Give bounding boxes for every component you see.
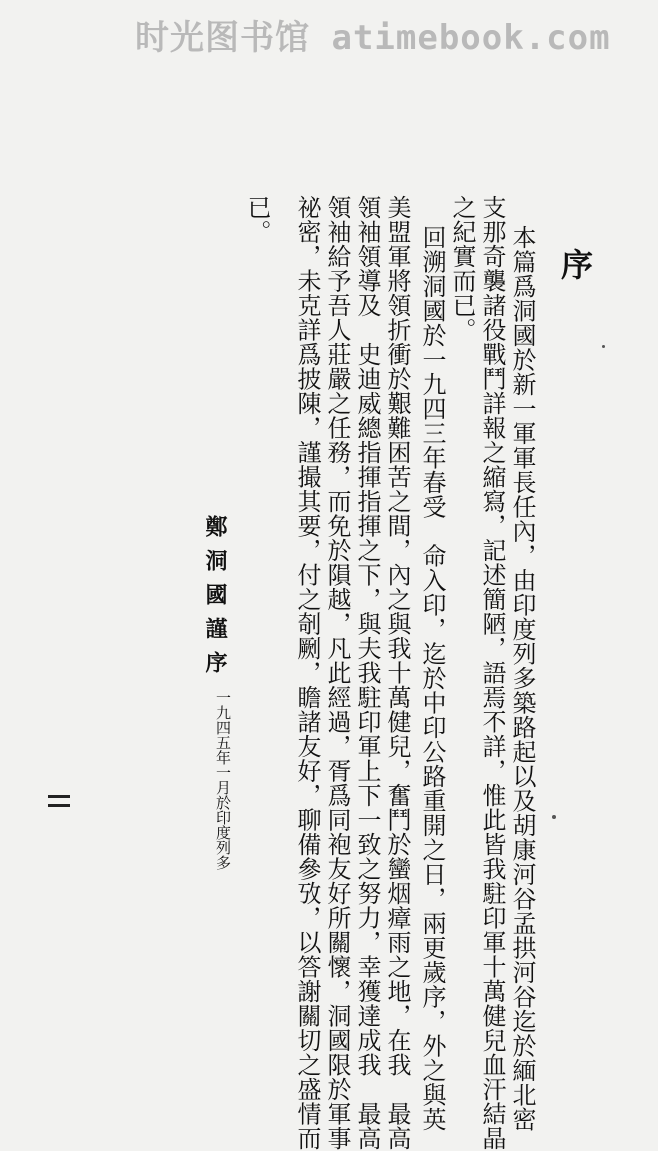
text-column-9: 已。 [243, 195, 271, 244]
signature: 鄭洞國謹序 [202, 515, 228, 685]
watermark-text: 时光图书馆 atimebook.com [135, 18, 611, 58]
signature-date: 一九四五年一月於印度列多 [214, 690, 232, 870]
text-column-8: 祕密，未克詳爲披陳，謹撮其要，付之剞劂，瞻諸友好，聊備參攷，以答謝關切之盛情而 [293, 195, 321, 1151]
text-column-1: 本篇爲洞國於新一軍軍長任內，由印度列多築路起以及胡康河谷孟拱河谷迄於緬北密 [508, 225, 536, 1132]
text-column-5: 美盟軍將領折衝於艱難困苦之間，內之與我十萬健兒，奮鬥於蠻烟瘴雨之地，在我 最高 [383, 195, 411, 1151]
page-number [48, 795, 70, 807]
text-column-2: 支那奇襲諸役戰鬥詳報之縮寫，記述簡陋，語焉不詳，惟此皆我駐印軍十萬健兒血汗結晶 [478, 195, 506, 1151]
text-column-6: 領袖領導及 史迪威總指揮指揮之下，與夫我駐印軍上下一致之努力，幸獲達成我 最高 [353, 195, 381, 1151]
ink-speck [602, 345, 605, 348]
text-column-7: 領袖給予吾人莊嚴之任務，而免於隕越，凡此經過，胥爲同袍友好所關懷，洞國限於軍事 [323, 195, 351, 1151]
text-column-3: 之紀實而已。 [448, 195, 476, 342]
ink-speck [552, 815, 556, 819]
page-title: 序 [556, 248, 594, 281]
text-column-4: 回溯洞國於一九四三年春受 命入印，迄於中印公路重開之日，兩更歲序，外之與英 [418, 225, 446, 1132]
